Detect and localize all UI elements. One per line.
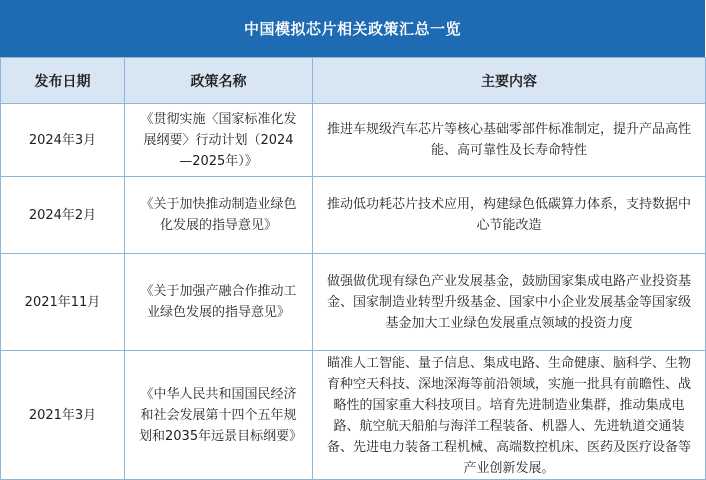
table-row	[1, 177, 706, 254]
table-header-row	[1, 58, 706, 104]
cell-policy: 《关于加快推动制造业绿色化发展的指导意见》	[125, 177, 313, 254]
cell-content: 推进车规级汽车芯片等核心基础零部件标准制定，提升产品高性能、高可靠性及长寿命特性	[313, 104, 706, 177]
cell-policy: 《贯彻实施〈国家标准化发展纲要〉行动计划（2024—2025年）》	[125, 104, 313, 177]
cell-date: 2024年2月	[1, 177, 125, 254]
table-row	[1, 351, 706, 480]
cell-content: 做强做优现有绿色产业发展基金，鼓励国家集成电路产业投资基金、国家制造业转型升级基金、国家中小企业发展基金等国家级基金加大工业绿色发展重点领域的投资力度	[313, 254, 706, 351]
cell-date: 2021年3月	[1, 351, 125, 480]
table-row	[1, 104, 706, 177]
header-date: 发布日期	[1, 58, 125, 104]
page-title: 中国模拟芯片相关政策汇总一览	[0, 0, 705, 57]
cell-policy: 《中华人民共和国国民经济和社会发展第十四个五年规划和2035年远景目标纲要》	[125, 351, 313, 480]
cell-date: 2021年11月	[1, 254, 125, 351]
cell-content: 推动低功耗芯片技术应用，构建绿色低碳算力体系，支持数据中心节能改造	[313, 177, 706, 254]
cell-policy: 《关于加强产融合作推动工业绿色发展的指导意见》	[125, 254, 313, 351]
policy-table	[0, 57, 706, 480]
cell-content: 瞄准人工智能、量子信息、集成电路、生命健康、脑科学、生物育种空天科技、深地深海等前沿领域，实施一批具有前瞻性、战略性的国家重大科技项目。培育先进制造业集群，推动集成电路、航空航天船舶与海洋工程装备、机器人、先进轨道交通装备、先进电力装备工程机械、高端数控机床、医药及医疗设备等产业创新发展。	[313, 351, 706, 480]
header-content: 主要内容	[313, 58, 706, 104]
header-policy: 政策名称	[125, 58, 313, 104]
cell-date: 2024年3月	[1, 104, 125, 177]
table-row	[1, 254, 706, 351]
